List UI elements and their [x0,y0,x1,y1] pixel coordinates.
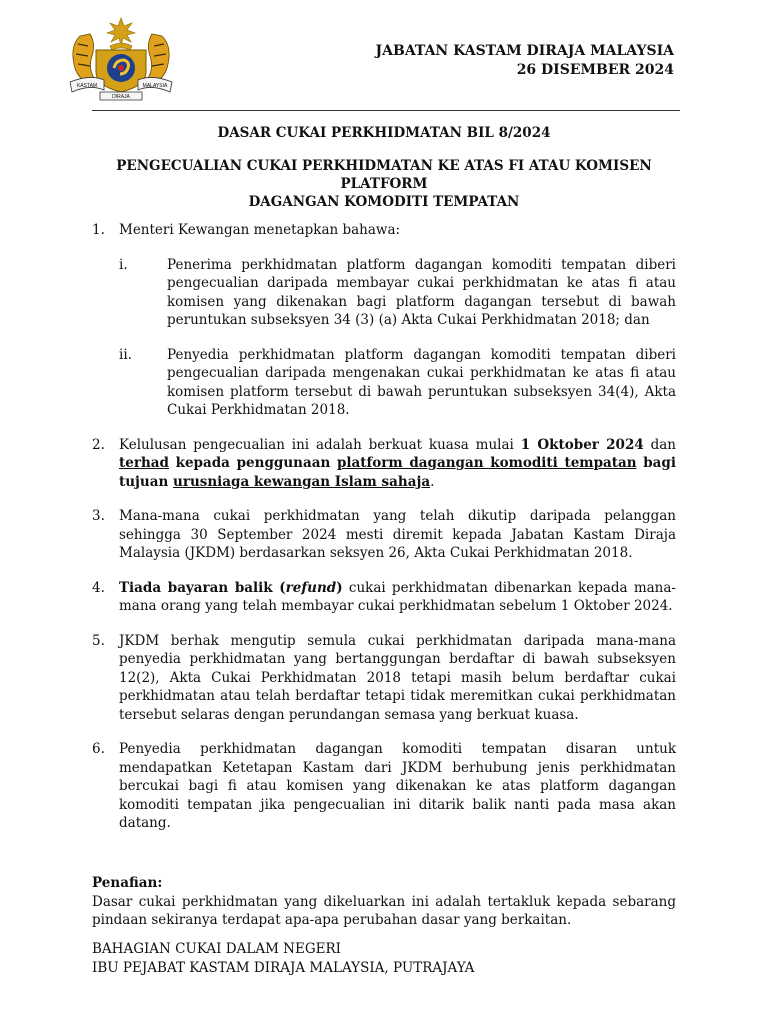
subclause-text: Penyedia perkhidmatan platform dagangan komoditi tempatan diberi pengecualian daripada mengenakan cukai perkhidmatan ke atas fi atau komisen platform tersebut di bawah peruntukan subseksyen 34(4), Akta Cukai Perkhidmatan 2018. [167,346,676,418]
clause-number: 6. [92,741,105,757]
issuer-footer [92,940,474,977]
logo-banner-right: MALAYSIA [142,83,168,89]
subtitle-line-1: PENGECUALIAN CUKAI PERKHIDMATAN KE ATAS FI ATAU KOMISEN PLATFORM [116,158,652,192]
clause-number: 3. [92,508,105,524]
issuer-division: BAHAGIAN CUKAI DALAM NEGERI [92,941,341,957]
clause-3 [92,507,676,563]
clause-text: Penyedia perkhidmatan dagangan komoditi tempatan disaran untuk mendapatkan Ketetapan Kastam dari JKDM berhubung jenis perkhidmatan bercukai bagi fi atau komisen yang dikenakan ke atas platform dagangan komoditi tempatan jika pengecualian ini ditarik balik nanti pada masa akan datang. [119,741,676,831]
header-divider [92,110,680,111]
platform-term: platform dagangan komoditi tempatan [336,455,637,471]
policy-title: DASAR CUKAI PERKHIDMATAN BIL 8/2024 [217,125,551,141]
subclause-number: ii. [119,346,132,363]
document-date: 26 DISEMBER 2024 [516,62,674,78]
header-org-block [376,42,675,80]
clause-text: Mana-mana cukai perkhidmatan yang telah dikutip daripada pelanggan sehingga 30 September 2024 mesti diremit kepada Jabatan Kastam Diraja Malaysia (JKDM) berdasarkan seksyen 26, Akta Cukai Perkhidmatan 2018. [119,508,676,561]
clause-6 [92,740,676,833]
logo-banner-left: KASTAM [76,83,98,89]
subclause-ii [119,346,676,420]
jkdm-crest-icon [60,16,182,104]
clause-number: 2. [92,436,105,453]
clause-text: Tiada bayaran balik (refund) cukai perkhidmatan dibenarkan kepada mana-mana orang yang telah membayar cukai perkhidmatan sebelum 1 Oktober 2024. [119,579,676,614]
clause-number: 5. [92,632,105,649]
clause-5 [92,632,676,725]
subclause-text: Penerima perkhidmatan platform dagangan komoditi tempatan diberi pengecualian daripada membayar cukai perkhidmatan ke atas fi atau komisen yang dikenakan bagi platform dagangan tersebut di bawah peruntukan subseksyen 34 (3) (a) Akta Cukai Perkhidmatan 2018; dan [167,256,676,328]
subclause-i [119,256,676,330]
clause-text: Menteri Kewangan menetapkan bahawa: [119,222,401,238]
policy-body [92,221,676,849]
disclaimer-title: Penafian: [92,875,163,891]
clause-2 [92,436,676,492]
clause-text: Kelulusan pengecualian ini adalah berkuat kuasa mulai 1 Oktober 2024 dan terhad kepada penggunaan platform dagangan komoditi tempatan bagi tujuan urusniaga kewangan Islam sahaja. [119,436,676,490]
clause-number: 1. [92,222,105,238]
org-name: JABATAN KASTAM DIRAJA MALAYSIA [375,43,674,59]
subtitle-line-2: DAGANGAN KOMODITI TEMPATAN [248,194,520,210]
policy-subtitle [92,157,676,211]
logo-motto: DIRAJA [112,94,130,100]
refund-term: refund [285,579,337,596]
clause-4 [92,579,676,616]
disclaimer [92,874,676,930]
subclause-number: i. [119,256,128,273]
clause-1 [92,221,676,420]
disclaimer-text: Dasar cukai perkhidmatan yang dikeluarkan ini adalah tertakluk kepada sebarang pindaan sekiranya terdapat apa-apa perubahan dasar yang berkaitan. [92,893,676,928]
clause-number: 4. [92,579,105,596]
restriction-term: terhad [119,455,169,471]
purpose-term: urusniaga kewangan Islam sahaja [173,473,431,490]
clause-text: JKDM berhak mengutip semula cukai perkhidmatan daripada mana-mana penyedia perkhidmatan yang bertanggungan berdaftar di bawah subseksyen 12(2), Akta Cukai Perkhidmatan 2018 tetapi masih belum berdaftar cukai perkhidmatan atau telah berdaftar tetapi tidak meremitkan cukai perkhidmatan tersebut selaras dengan perundangan semasa yang berkuat kuasa. [119,632,676,723]
issuer-office: IBU PEJABAT KASTAM DIRAJA MALAYSIA, PUTRAJAYA [92,959,475,976]
effective-date: 1 Oktober 2024 [520,436,644,453]
